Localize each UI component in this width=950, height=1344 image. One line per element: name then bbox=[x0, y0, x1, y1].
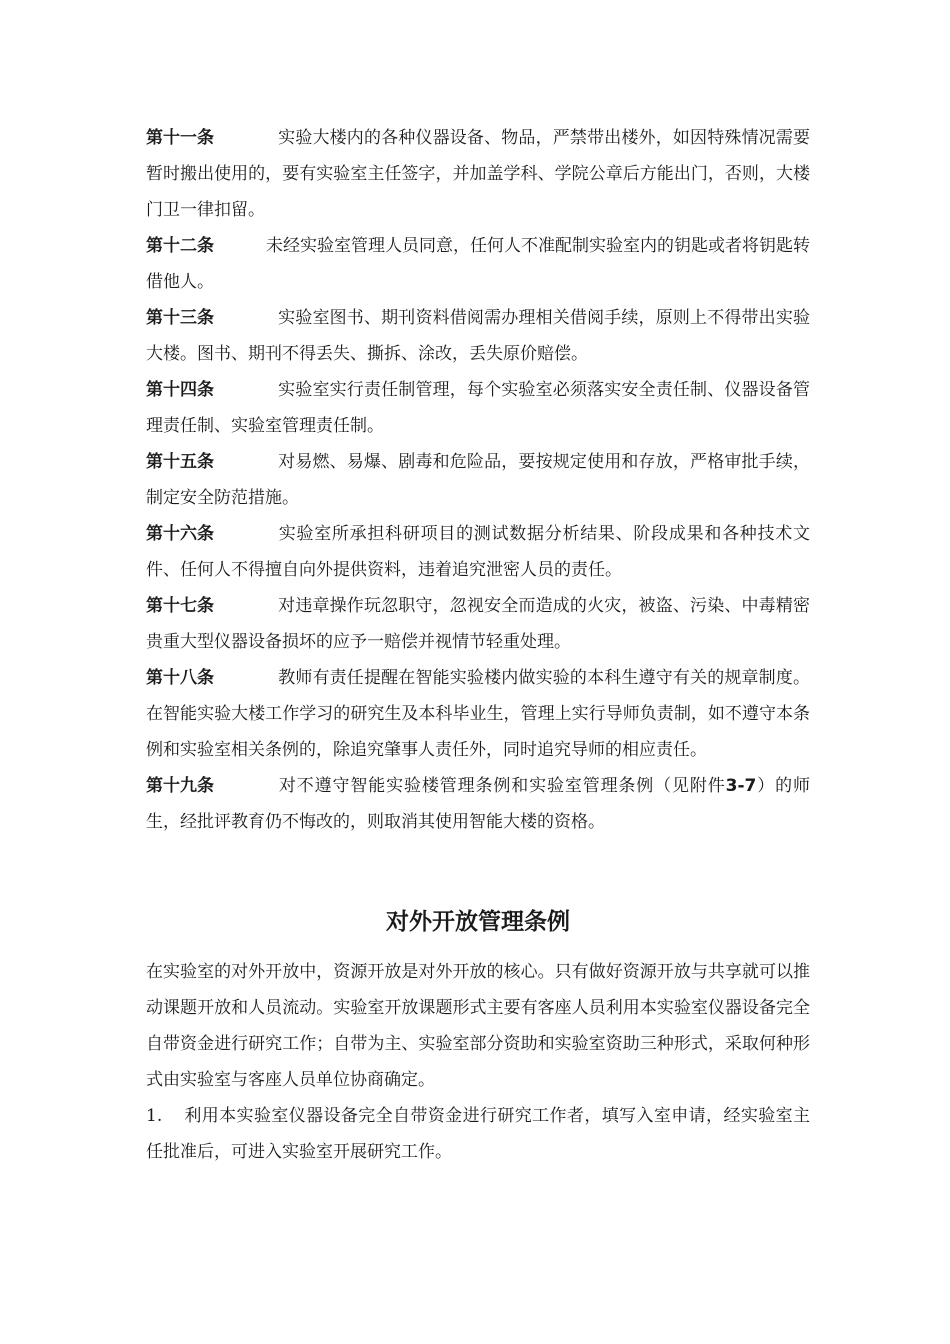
article-label: 第十三条 bbox=[146, 308, 214, 328]
document-page bbox=[146, 120, 810, 1170]
article-text: 对易燃、易爆、剧毒和危险品，要按规定使用和存放，严格审批手续，制定安全防范措施。 bbox=[146, 452, 810, 508]
article-text: 教师有责任提醒在智能实验楼内做实验的本科生遵守有关的规章制度。在智能实验大楼工作学习的研究生及本科毕业生，管理上实行导师负责制，如不遵守本条例和实验室相关条例的，除追究肇事人责任外，同时追究导师的相应责任。 bbox=[146, 668, 810, 760]
article-label: 第十七条 bbox=[146, 596, 214, 616]
article-12 bbox=[146, 228, 810, 300]
annex-number: 3-7 bbox=[725, 776, 757, 796]
article-17 bbox=[146, 588, 810, 660]
article-label: 第十二条 bbox=[146, 236, 214, 256]
article-16 bbox=[146, 516, 810, 588]
article-15 bbox=[146, 444, 810, 516]
article-text-after: ）的师生，经批评教育仍不悔改的，则取消其使用智能大楼的资格。 bbox=[146, 776, 811, 832]
section-item-1 bbox=[146, 1098, 810, 1170]
item-number: 1. bbox=[146, 1106, 163, 1126]
article-18 bbox=[146, 660, 810, 768]
article-text-before: 对不遵守智能实验楼管理条例和实验室管理条例（见附件 bbox=[278, 776, 726, 796]
article-label: 第十五条 bbox=[146, 452, 214, 472]
section-title: 对外开放管理条例 bbox=[386, 909, 570, 935]
section-intro: 在实验室的对外开放中，资源开放是对外开放的核心。只有做好资源开放与共享就可以推动课题开放和人员流动。实验室开放课题形式主要有客座人员利用本实验室仪器设备完全自带资金进行研究工作；自带为主、实验室部分资助和实验室资助三种形式，采取何种形式由实验室与客座人员单位协商确定。 bbox=[146, 962, 810, 1090]
article-label: 第十九条 bbox=[146, 776, 214, 796]
article-text: 实验室图书、期刊资料借阅需办理相关借阅手续，原则上不得带出实验大楼。图书、期刊不得丢失、撕拆、涂改，丢失原价赔偿。 bbox=[146, 308, 810, 364]
article-text: 实验室实行责任制管理，每个实验室必须落实安全责任制、仪器设备管理责任制、实验室管理责任制。 bbox=[146, 380, 810, 436]
article-13 bbox=[146, 300, 810, 372]
article-text: 实验大楼内的各种仪器设备、物品，严禁带出楼外，如因特殊情况需要暂时搬出使用的，要有实验室主任签字，并加盖学科、学院公章后方能出门，否则，大楼门卫一律扣留。 bbox=[146, 128, 810, 220]
article-text: 对违章操作玩忽职守，忽视安全而造成的火灾，被盗、污染、中毒精密贵重大型仪器设备损坏的应予一赔偿并视情节轻重处理。 bbox=[146, 596, 810, 652]
article-19 bbox=[146, 768, 810, 840]
section-spacer bbox=[146, 840, 810, 904]
article-label: 第十一条 bbox=[146, 128, 214, 148]
article-label: 第十八条 bbox=[146, 668, 214, 688]
article-11 bbox=[146, 120, 810, 228]
item-text: 利用本实验室仪器设备完全自带资金进行研究工作者，填写入室申请，经实验室主任批准后，可进入实验室开展研究工作。 bbox=[146, 1106, 810, 1162]
article-label: 第十六条 bbox=[146, 524, 214, 544]
article-text: 未经实验室管理人员同意，任何人不准配制实验室内的钥匙或者将钥匙转借他人。 bbox=[146, 236, 810, 292]
article-14 bbox=[146, 372, 810, 444]
article-text: 实验室所承担科研项目的测试数据分析结果、阶段成果和各种技术文件、任何人不得擅自向外提供资料，违着追究泄密人员的责任。 bbox=[146, 524, 810, 580]
article-label: 第十四条 bbox=[146, 380, 214, 400]
